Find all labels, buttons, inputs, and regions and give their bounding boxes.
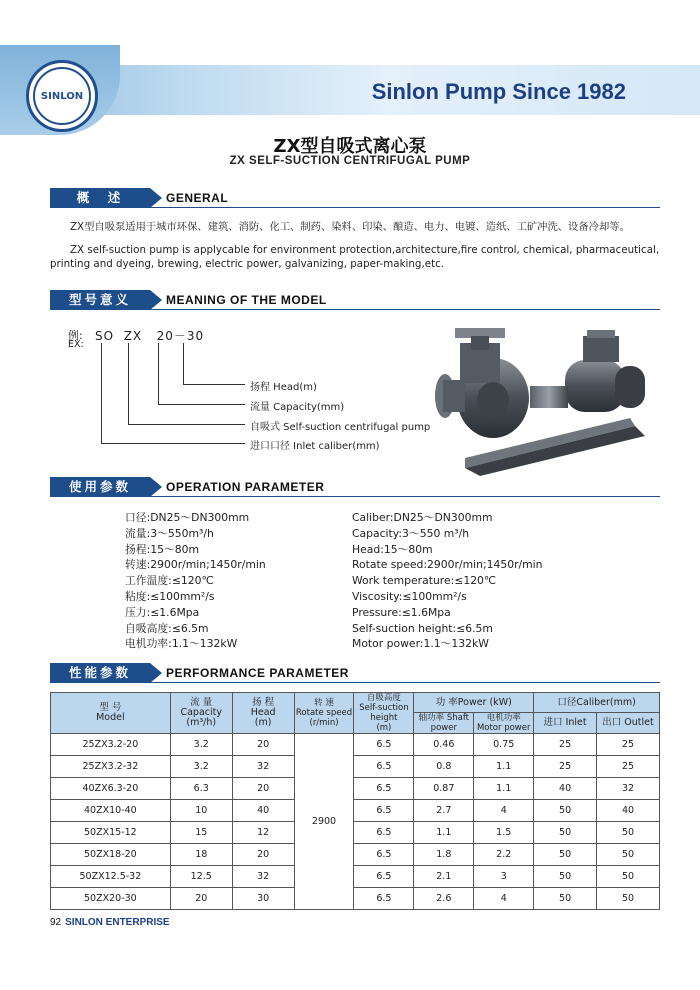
table-cell: 1.1: [414, 822, 474, 844]
example-label-en: EX:: [68, 339, 84, 350]
op-item: 压力:≤1.6Mpa: [125, 605, 200, 619]
op-item: 流量:3～550m³/h: [125, 526, 214, 540]
col-model: 型 号 Model: [51, 693, 171, 734]
table-cell: 25: [534, 756, 597, 778]
table-row: [51, 866, 660, 888]
speed-cell: 2900: [294, 734, 354, 910]
table-cell: 10: [170, 800, 232, 822]
op-item: 电机功率:1.1～132kW: [125, 637, 238, 651]
table-cell: 50: [597, 822, 660, 844]
page-footer: [50, 917, 170, 928]
model-item-self-suction: 自吸式 Self-suction centrifugal pump: [250, 422, 431, 433]
op-item: Head:15～80m: [352, 542, 433, 556]
table-cell: 25: [597, 756, 660, 778]
table-cell: 0.75: [474, 734, 534, 756]
table-row: [51, 800, 660, 822]
table-cell: 25: [597, 734, 660, 756]
table-row: [51, 734, 660, 756]
op-item: Self-suction height:≤6.5m: [352, 621, 493, 635]
table-cell: 30: [232, 888, 294, 910]
table-row: [51, 778, 660, 800]
table-cell: 32: [597, 778, 660, 800]
table-cell: 0.46: [414, 734, 474, 756]
table-cell: 4: [474, 888, 534, 910]
table-cell: 20: [232, 734, 294, 756]
model-item-capacity: 流量 Capacity(mm): [250, 402, 345, 413]
table-cell: 1.5: [474, 822, 534, 844]
table-cell: 6.5: [354, 756, 414, 778]
brand-slogan: Sinlon Pump Since 1982: [371, 79, 626, 104]
op-item: 工作温度:≤120℃: [125, 574, 214, 588]
table-cell: 50: [534, 822, 597, 844]
table-cell: 50ZX12.5-32: [51, 866, 171, 888]
table-cell: 15: [170, 822, 232, 844]
section-tab: 型号意义: [50, 290, 150, 310]
table-cell: 18: [170, 844, 232, 866]
performance-table: [50, 692, 660, 910]
table-cell: 32: [232, 866, 294, 888]
table-row: [51, 822, 660, 844]
general-text-en: ZX self-suction pump is applycable for environment protection,architecture,fire control, chemical, pharmaceutical, printing and dyeing, brewing, electric power, galvanizing, paper-making,etc.: [50, 244, 660, 270]
table-row: [51, 888, 660, 910]
model-item-head: 扬程 Head(m): [250, 382, 317, 393]
table-cell: 3.2: [170, 734, 232, 756]
section-heading: OPERATION PARAMETER: [166, 480, 325, 494]
op-item: Caliber:DN25～DN300mm: [352, 511, 493, 524]
table-cell: 50: [534, 844, 597, 866]
table-cell: 40ZX6.3-20: [51, 778, 171, 800]
example-label-cn: 例:: [68, 329, 83, 342]
table-cell: 6.5: [354, 844, 414, 866]
operation-list-en: [352, 510, 543, 652]
section-heading: GENERAL: [166, 191, 229, 205]
table-cell: 4: [474, 800, 534, 822]
section-performance: [50, 663, 660, 683]
section-model: [50, 290, 660, 310]
col-caliber: 口径Caliber(mm): [534, 693, 660, 713]
section-operation: [50, 477, 660, 497]
table-cell: 2.7: [414, 800, 474, 822]
op-item: Motor power:1.1～132kW: [352, 637, 489, 651]
op-item: 粘度:≤100mm²/s: [125, 589, 215, 603]
company-name: SINLON ENTERPRISE: [65, 917, 170, 928]
op-item: 扬程:15～80m: [125, 542, 200, 556]
table-cell: 20: [170, 888, 232, 910]
table-cell: 40: [534, 778, 597, 800]
col-head: 扬 程 Head (m): [232, 693, 294, 734]
section-heading: PERFORMANCE PARAMETER: [166, 666, 349, 680]
model-item-inlet: 进口口径 Inlet caliber(mm): [250, 441, 380, 452]
table-cell: 40ZX10-40: [51, 800, 171, 822]
table-cell: 32: [232, 756, 294, 778]
section-heading: MEANING OF THE MODEL: [166, 293, 327, 307]
op-item: 口径:DN25～DN300mm: [125, 511, 250, 524]
section-general: [50, 188, 660, 208]
table-cell: 6.5: [354, 822, 414, 844]
table-cell: 3.2: [170, 756, 232, 778]
general-text-cn: ZX型自吸泵适用于城市环保、建筑、消防、化工、制药、染料、印染、酿造、电力、电镀、造纸、工矿冲洗、设备冷却等。: [70, 221, 630, 233]
table-cell: 2.6: [414, 888, 474, 910]
branch-line: [101, 343, 245, 444]
operation-list-cn: [125, 510, 266, 652]
col-power: 功 率Power (kW): [414, 693, 534, 713]
table-cell: 6.5: [354, 866, 414, 888]
page-title-en: ZX SELF-SUCTION CENTRIFUGAL PUMP: [229, 155, 471, 167]
col-shaft-power: 轴功率 Shaft power: [414, 713, 474, 734]
table-cell: 25ZX3.2-20: [51, 734, 171, 756]
table-cell: 50: [597, 866, 660, 888]
table-cell: 40: [232, 800, 294, 822]
table-cell: 25: [534, 734, 597, 756]
page-title-cn: ZX型自吸式离心泵: [273, 136, 427, 157]
op-item: Work temperature:≤120℃: [352, 574, 497, 588]
col-speed: 转 速 Rotate speed (r/min): [294, 693, 354, 734]
table-cell: 12.5: [170, 866, 232, 888]
table-cell: 3: [474, 866, 534, 888]
table-cell: 6.3: [170, 778, 232, 800]
table-cell: 50: [534, 800, 597, 822]
table-cell: 1.8: [414, 844, 474, 866]
table-cell: 2.2: [474, 844, 534, 866]
table-cell: 50: [534, 888, 597, 910]
op-item: Viscosity:≤100mm²/s: [352, 589, 467, 603]
col-outlet: 出口 Outlet: [597, 713, 660, 734]
table-cell: 6.5: [354, 778, 414, 800]
table-cell: 20: [232, 778, 294, 800]
pump-image: [435, 318, 660, 478]
table-cell: 1.1: [474, 756, 534, 778]
table-cell: 0.8: [414, 756, 474, 778]
page-number: 92: [50, 917, 62, 928]
op-item: Pressure:≤1.6Mpa: [352, 605, 451, 619]
table-cell: 6.5: [354, 734, 414, 756]
section-tab: 概 述: [50, 188, 150, 208]
op-item: 自吸高度:≤6.5m: [125, 621, 209, 635]
table-cell: 1.1: [474, 778, 534, 800]
table-cell: 40: [597, 800, 660, 822]
section-tab: 使用参数: [50, 477, 150, 497]
table-cell: 50ZX20-30: [51, 888, 171, 910]
table-cell: 50: [597, 844, 660, 866]
col-motor-power: 电机功率 Motor power: [474, 713, 534, 734]
section-tab: 性能参数: [50, 663, 150, 683]
model-code: SO ZX 20－30: [95, 329, 205, 343]
table-cell: 0.87: [414, 778, 474, 800]
col-capacity: 流 量 Capacity (m³/h): [170, 693, 232, 734]
table-cell: 6.5: [354, 800, 414, 822]
op-item: Capacity:3～550 m³/h: [352, 526, 470, 540]
sinlon-logo: SINLON: [26, 60, 98, 132]
table-cell: 50ZX18-20: [51, 844, 171, 866]
table-cell: 20: [232, 844, 294, 866]
table-cell: 12: [232, 822, 294, 844]
table-row: [51, 844, 660, 866]
table-cell: 6.5: [354, 888, 414, 910]
table-cell: 50: [597, 888, 660, 910]
col-suction: 自吸高度 Self-suction height (m): [354, 693, 414, 734]
op-item: 转速:2900r/min;1450r/min: [125, 558, 266, 572]
op-item: Rotate speed:2900r/min;1450r/min: [352, 558, 543, 572]
col-inlet: 进口 Inlet: [534, 713, 597, 734]
table-cell: 2.1: [414, 866, 474, 888]
table-cell: 25ZX3.2-32: [51, 756, 171, 778]
table-cell: 50ZX15-12: [51, 822, 171, 844]
table-row: [51, 756, 660, 778]
table-cell: 50: [534, 866, 597, 888]
